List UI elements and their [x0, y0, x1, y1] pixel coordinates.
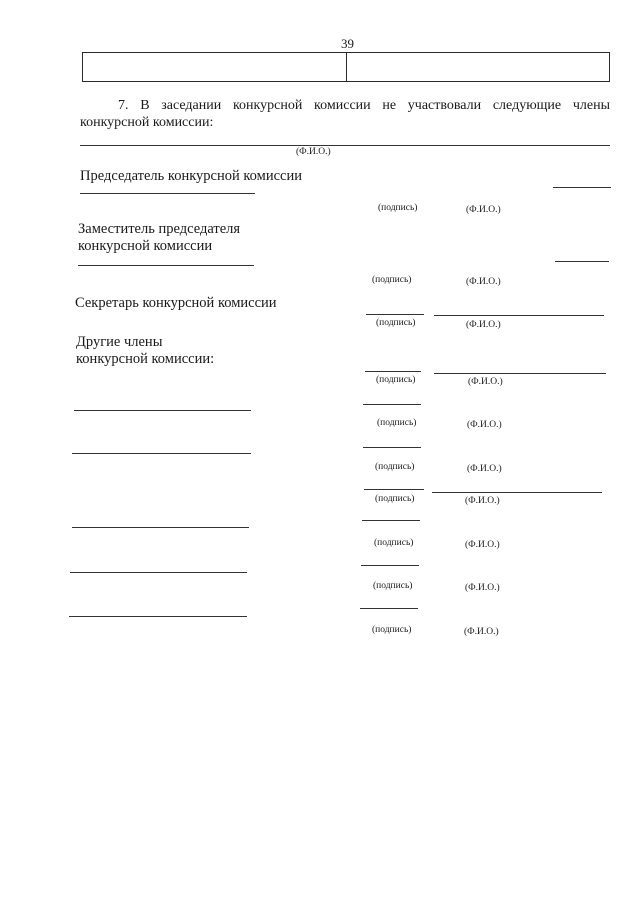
member-2-signature-line — [363, 404, 421, 405]
deputy-signature-caption: (подпись) — [372, 275, 412, 285]
member-6-signature-line — [361, 565, 419, 566]
secretary-label: Секретарь конкурсной комиссии — [75, 295, 277, 311]
deputy-label-line1: Заместитель председателя — [78, 221, 241, 237]
deputy-left-line — [78, 265, 254, 266]
member-5-signature-caption: (подпись) — [374, 538, 414, 548]
member-7-signature-line — [360, 608, 418, 609]
member-5-fio-caption: (Ф.И.О.) — [465, 540, 500, 550]
member-6-fio-caption: (Ф.И.О.) — [465, 583, 500, 593]
deputy-label-line2: конкурсной комиссии — [78, 238, 213, 254]
member-3-name-line — [72, 453, 251, 454]
absent-members-line — [80, 145, 610, 146]
member-7-fio-caption: (Ф.И.О.) — [464, 627, 499, 637]
member-3-fio-caption: (Ф.И.О.) — [467, 464, 502, 474]
member-4-signature-caption: (подпись) — [375, 494, 415, 504]
table-cell-right — [346, 53, 610, 81]
member-4-signature-line — [364, 489, 424, 490]
chairman-signature-caption: (подпись) — [378, 203, 418, 213]
member-3-signature-caption: (подпись) — [375, 462, 415, 472]
member-1-signature-caption: (подпись) — [376, 375, 416, 385]
member-7-signature-caption: (подпись) — [372, 625, 412, 635]
chairman-fio-line — [553, 187, 611, 188]
chairman-left-line — [80, 193, 255, 194]
table-cell-left — [83, 53, 346, 81]
member-2-fio-caption: (Ф.И.О.) — [467, 420, 502, 430]
header-table — [82, 52, 610, 82]
secretary-signature-line — [366, 314, 424, 315]
deputy-fio-line — [555, 261, 609, 262]
member-6-name-line — [70, 572, 247, 573]
member-1-fio-line — [434, 373, 606, 374]
member-5-signature-line — [362, 520, 420, 521]
member-1-fio-caption: (Ф.И.О.) — [468, 377, 503, 387]
member-2-name-line — [74, 410, 251, 411]
secretary-fio-line — [434, 315, 604, 316]
member-1-signature-line — [365, 371, 421, 372]
member-4-fio-caption: (Ф.И.О.) — [465, 496, 500, 506]
paragraph-7: 7. В заседании конкурсной комиссии не участвовали следующие члены конкурсной комиссии: — [80, 98, 610, 130]
member-2-signature-caption: (подпись) — [377, 418, 417, 428]
deputy-fio-caption: (Ф.И.О.) — [466, 277, 501, 287]
secretary-signature-caption: (подпись) — [376, 318, 416, 328]
other-members-line1: Другие члены — [76, 334, 163, 350]
secretary-fio-caption: (Ф.И.О.) — [466, 320, 501, 330]
member-7-name-line — [69, 616, 247, 617]
chairman-label: Председатель конкурсной комиссии — [80, 168, 302, 184]
member-6-signature-caption: (подпись) — [373, 581, 413, 591]
member-5-name-line — [72, 527, 249, 528]
chairman-fio-caption: (Ф.И.О.) — [466, 205, 501, 215]
other-members-line2: конкурсной комиссии: — [76, 351, 215, 367]
member-4-fio-line — [432, 492, 602, 493]
page-number: 39 — [341, 36, 354, 51]
member-3-signature-line — [363, 447, 421, 448]
absent-members-fio-caption: (Ф.И.О.) — [296, 147, 331, 157]
